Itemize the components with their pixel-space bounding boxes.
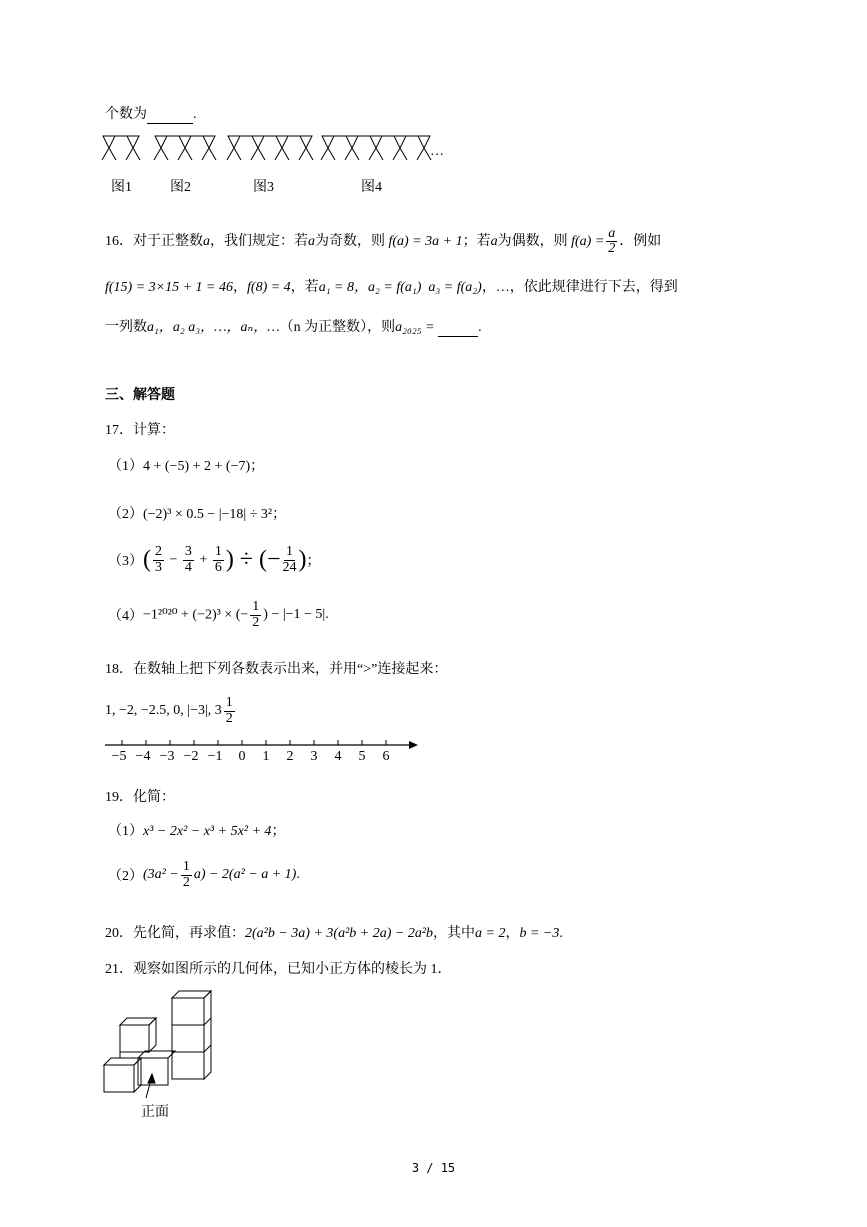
q19-expr-2b: a) − 2(a² − a + 1) [193, 867, 297, 883]
q20-text-b: ，其中 [433, 926, 476, 941]
figure-label-2: 图2 [170, 180, 191, 195]
q19-fraction [181, 860, 192, 890]
axis-tick-label: −2 [183, 749, 199, 764]
axis-tick-label: 4 [334, 749, 342, 764]
q16-condition-2: a₃ = f(a₂) [428, 280, 482, 295]
q16-condition-1: a₁ = 8，a₂ = f(a₁) [318, 280, 422, 295]
q19-end-2: . [296, 867, 300, 883]
q20-cond-a: a = 2 [475, 926, 506, 941]
q18-frac-num: 1 [225, 695, 233, 710]
q17-label-1: （1） [108, 459, 143, 474]
axis-tick-label: 3 [310, 749, 318, 764]
q18-title: 18．在数轴上把下列各数表示出来，并用“>”连接起来： [105, 662, 448, 677]
q17-f3-num: 1 [214, 544, 222, 559]
axis-tick-label: 6 [382, 749, 390, 764]
q17-title: 17．计算： [105, 423, 175, 438]
q16-var-a-2: a [308, 234, 315, 249]
q16-var-a-3: a [490, 234, 498, 249]
q17-label-3: （3） [108, 554, 143, 570]
q16-sequence: a₁，a₂ a₃，…，aₙ，… [147, 320, 280, 335]
q17-label-2: （2） [108, 507, 143, 522]
q16-text-d: ；若 [462, 234, 491, 249]
axis-tick-label: −1 [207, 749, 223, 764]
q16-text-g: ，若 [290, 280, 319, 295]
q17-f3-den: 6 [214, 559, 222, 575]
q20-expr: 2(a²b − 3a) + 3(a²b + 2a) − 2a²b [245, 926, 434, 941]
q17-end-3: ； [306, 554, 321, 570]
q21-front-label: 正面 [141, 1105, 169, 1120]
q19-item-2 [108, 860, 300, 890]
q18-number-list: 1, −2, −2.5, 0, |−3|, 3 [105, 703, 222, 719]
q19-expr-1: x³ − 2x² − x³ + 5x² + 4 [143, 824, 272, 839]
q16-text-b: ，我们规定：若 [210, 234, 308, 249]
q16-odd-rule: f(a) = 3a + 1 [388, 234, 463, 249]
q16-frac-num: a [608, 225, 616, 241]
q20-text-a: 20．先化简，再求值： [105, 926, 245, 941]
q16-example-1: f(15) = 3×15 + 1 = 46 [105, 280, 234, 295]
q17-expr-4b: ) − |−1 − 5| [263, 607, 326, 623]
q17-f2-den: 4 [184, 559, 192, 575]
q19-frac-den: 2 [182, 874, 190, 890]
q17-mid: ) ÷ (− [225, 546, 281, 573]
q21-text: 21．观察如图所示的几何体，已知小正方体的棱长为 1． [105, 962, 452, 977]
q17-paren-close: ) [298, 546, 307, 573]
axis-tick-label: −5 [111, 749, 127, 764]
figure-label-1: 图1 [111, 180, 132, 195]
q16-text-c: 为奇数，则 [315, 234, 385, 249]
q18-frac-den: 2 [225, 710, 233, 726]
q16-text-i: 一列数 [105, 320, 147, 335]
q17-label-4: （4） [108, 609, 143, 625]
q20-line [105, 922, 563, 942]
q19-label-2: （2） [108, 869, 143, 885]
q17-f4-num: 1 [286, 544, 294, 559]
q16-even-rule-lhs: f(a) = [571, 234, 605, 249]
q19-frac-num: 1 [182, 859, 190, 874]
q20-comma: ， [505, 926, 520, 941]
q16-text-h: ，…，依此规律进行下去，得到 [481, 280, 678, 295]
q17-end-1: ； [250, 459, 265, 474]
page-number: 3 / 15 [411, 1161, 456, 1175]
q16-example-2: f(8) = 4 [247, 280, 291, 295]
axis-tick-label: 0 [238, 749, 246, 764]
q17-paren-open: ( [143, 546, 151, 573]
section-title: 三、解答题 [105, 388, 175, 403]
q21-cube-figure [100, 988, 220, 1118]
figure-label-3: 图3 [253, 180, 274, 195]
q19-item-1 [108, 820, 285, 840]
axis-tick-label: 1 [262, 749, 270, 764]
q17-f1-num: 2 [155, 544, 162, 559]
q16-var-a: a [203, 234, 210, 249]
q17-f1-den: 3 [155, 559, 162, 575]
q15-period: . [193, 107, 197, 122]
q17-end-2: ； [272, 507, 287, 522]
q17-f5-num: 1 [252, 599, 260, 614]
axis-tick-label: 5 [358, 749, 366, 764]
q15-ellipsis: … [430, 144, 444, 159]
axis-tick-label: 2 [286, 749, 294, 764]
q17-f4-den: 24 [282, 559, 297, 575]
q17-end-4: . [325, 607, 329, 623]
q19-label-1: （1） [108, 824, 143, 839]
q17-f2-num: 3 [184, 544, 192, 559]
q19-expr-2a: (3a² − [143, 867, 179, 883]
q17-item-3: （3）( $\frac{2}{3}$ − $\frac{3}{4}$ + $\frac{1}{6}$ ) ÷ (− $\frac{1}{24}$ )； [108, 544, 321, 575]
q17-expr-1: 4 + (−5) + 2 + (−7) [143, 459, 251, 474]
q19-end-1: ； [271, 824, 286, 839]
axis-arrow [409, 741, 418, 749]
q16-frac-den: 2 [608, 241, 616, 257]
q16-text-j: （n 为正整数），则 [279, 320, 396, 335]
q15-text: 个数为 [105, 107, 147, 122]
q16-comma: ， [233, 280, 248, 295]
q17-f5-den: 2 [252, 614, 260, 630]
q16-text-a: 16．对于正整数 [105, 234, 203, 249]
q16-target: a₂₀₂₅ = [395, 320, 435, 335]
axis-tick-label: −4 [135, 749, 151, 764]
q17-expr-2: (−2)³ × 0.5 − |−18| ÷ 3² [143, 507, 273, 522]
q16-text-f: ．例如 [619, 234, 662, 249]
q16-text-e: 为偶数，则 [497, 234, 568, 249]
q20-end: . [559, 926, 563, 941]
q20-cond-b: b = −3 [519, 926, 560, 941]
q19-title: 19．化简： [105, 790, 175, 805]
figure-label-4: 图4 [361, 180, 382, 195]
q16-period: . [478, 320, 482, 335]
axis-tick-label: −3 [159, 749, 175, 764]
q17-expr-4a: −1²⁰²⁰ + (−2)³ × (− [143, 607, 249, 623]
